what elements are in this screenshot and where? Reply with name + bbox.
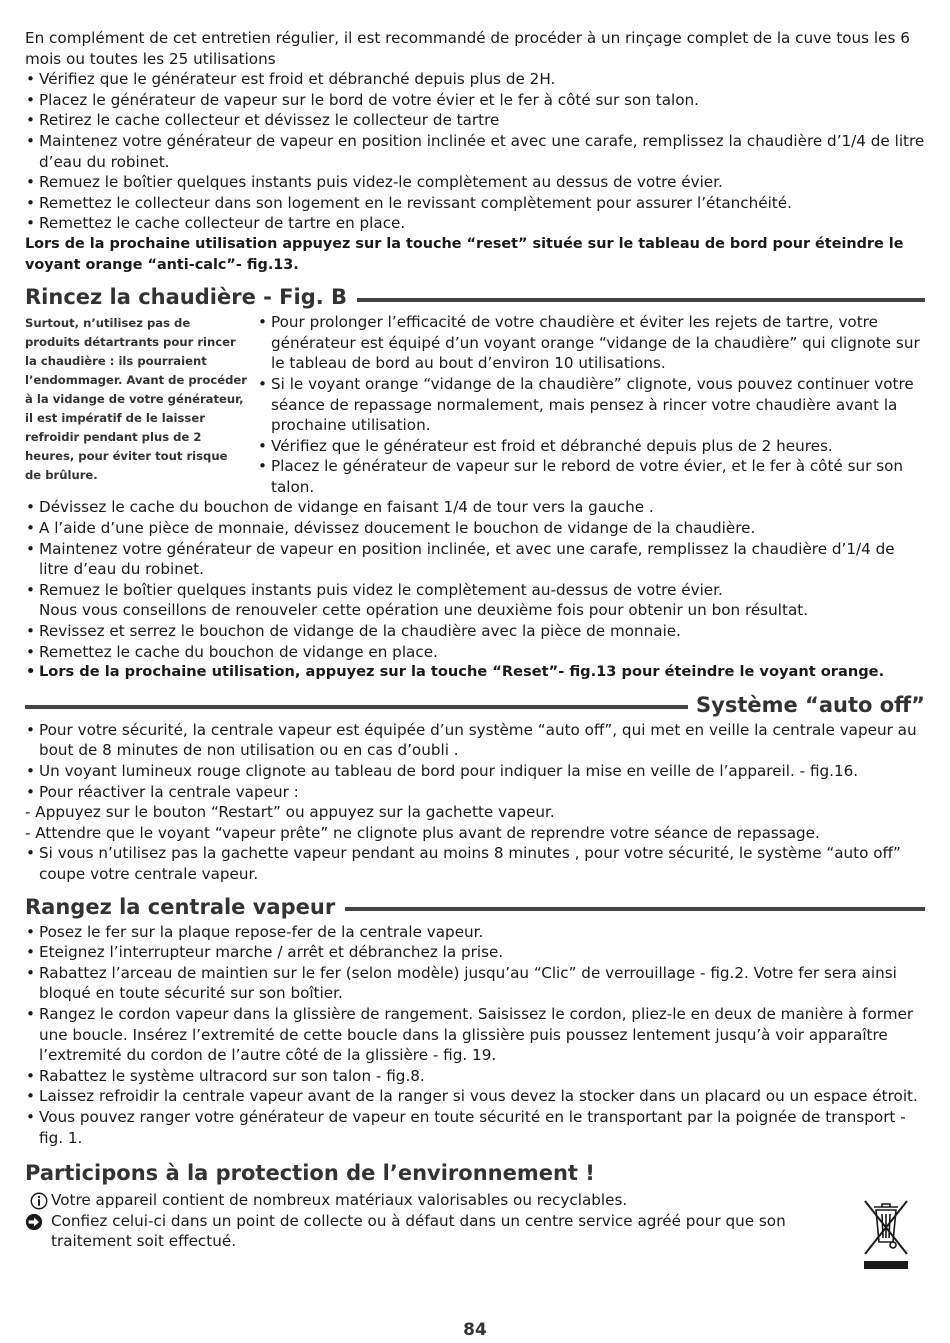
rinse-side-note: Surtout, n’utilisez pas de produits détartrants pour rincer la chaudière : ils pourraient l’endommager. Avant de procéder à la vidange de votre générateur, il est impératif de le laisser refroidir pendant plus de 2 heures, pour éviter tout risque de brûlure. [25,316,247,483]
info-circle-icon [30,1192,48,1210]
heading-rule [345,907,925,911]
auto-off-title: Système “auto off” [696,692,925,717]
list-item: • Remettez le cache du bouchon de vidange en place. [25,642,925,663]
list-item: • Maintenez votre générateur de vapeur en position inclinée, et avec une carafe, remplissez la chaudière d’1/4 de litre d’eau du robinet. [25,539,925,580]
environment-info-text: Votre appareil contient de nombreux matériaux valorisables ou recyclables. [51,1191,628,1210]
list-item: • Si le voyant orange “vidange de la chaudière” clignote, vous pouvez continuer votre séance de repassage normalement, mais pensez à rincer votre chaudière avant la prochaine utilisation. [257,374,925,436]
rinse-heading [25,282,925,312]
list-item: • Remettez le collecteur dans son logement en le revissant complètement pour assurer l’étanchéité. [25,193,925,214]
list-item: • Rangez le cordon vapeur dans la glissière de rangement. Saisissez le cordon, pliez-le en deux de manière à former une boucle. Insérez l’extremité de cette boucle dans la glissière puis poussez lentement jusqu’à voir apparaître l’extremité du cordon de l’autre côté de la glissière - fig. 19. [25,1004,925,1066]
manual-page [25,28,925,1252]
dash-item: - Attendre que le voyant “vapeur prête” ne clignote plus avant de reprendre votre séance de repassage. [25,823,820,842]
list-item: • Vérifiez que le générateur est froid et débranché depuis plus de 2 heures. [257,436,925,457]
intro-paragraph: En complément de cet entretien régulier, il est recommandé de procéder à un rinçage complet de la cuve tous les 6 mois ou toutes les 25 utilisations [25,29,910,68]
environment-info-line [25,1190,925,1211]
list-item: • Dévissez le cache du bouchon de vidange en faisant 1/4 de tour vers la gauche . [25,497,925,518]
list-item: • Eteignez l’interrupteur marche / arrêt et débranchez la prise. [25,942,925,963]
intro-bold-note: Lors de la prochaine utilisation appuyez sur la touche “reset” située sur le tableau de bord pour éteindre le voyant orange “anti-calc”- fig.13. [25,235,904,273]
auto-off-heading [25,690,925,720]
list-item: • Retirez le cache collecteur et dévissez le collecteur de tartre [25,110,925,131]
crossed-out-wheelie-bin-icon [862,1198,910,1270]
list-item: • Rabattez le système ultracord sur son talon - fig.8. [25,1066,925,1087]
list-item: • Maintenez votre générateur de vapeur en position inclinée et avec une carafe, remplissez la chaudière d’1/4 de litre d’eau du robinet. [25,131,925,172]
list-item: • Remettez le cache collecteur de tartre en place. [25,213,925,234]
environment-heading [25,1158,925,1188]
list-item: • Vérifiez que le générateur est froid et débranché depuis plus de 2H. [25,69,925,90]
list-item: • A l’aide d’une pièce de monnaie, dévissez doucement le bouchon de vidange de la chaudière. [25,518,925,539]
list-item: • Placez le générateur de vapeur sur le bord de votre évier et le fer à côté sur son talon. [25,90,925,111]
list-item: • Laissez refroidir la centrale vapeur avant de la ranger si vous devez la stocker dans un placard ou un espace étroit. [25,1086,925,1107]
intro-list [25,69,925,234]
rinse-column-list [247,312,925,497]
environment-arrow-text: Confiez celui-ci dans un point de collecte ou à défaut dans un centre service agréé pour que son traitement soit effectué. [51,1211,786,1251]
store-list [25,922,925,1149]
environment-title: Participons à la protection de l’environnement ! [25,1161,595,1186]
store-title: Rangez la centrale vapeur [25,894,336,919]
list-item: • Rabattez l’arceau de maintien sur le fer (selon modèle) jusqu’au “Clic” de verrouillage - fig.2. Votre fer sera ainsi bloqué en toute sécurité sur son boîtier. [25,963,925,1004]
heading-rule [25,705,688,709]
list-item: • Revissez et serrez le bouchon de vidange de la chaudière avec la pièce de monnaie. [25,621,925,642]
list-item: • Remuez le boîtier quelques instants puis videz le complètement au-dessus de votre évier. [25,580,925,601]
auto-off-list [25,720,925,885]
list-item: • Un voyant lumineux rouge clignote au tableau de bord pour indiquer la mise en veille de l’appareil. - fig.16. [25,761,925,782]
list-item-continuation: Nous vous conseillons de renouveler cette opération une deuxième fois pour obtenir un bon résultat. [39,601,809,620]
list-item: • Pour réactiver la centrale vapeur : [25,782,925,803]
list-item: • Posez le fer sur la plaque repose-fer de la centrale vapeur. [25,922,925,943]
list-item: • Si vous n’utilisez pas la gachette vapeur pendant au moins 8 minutes , pour votre sécurité, le système “auto off” coupe votre centrale vapeur. [25,843,925,884]
list-item: • Pour prolonger l’efficacité de votre chaudière et éviter les rejets de tartre, votre générateur est équipé d’un voyant orange “vidange de la chaudière” qui clignote sur le tableau de bord au bout d’environ 10 utilisations. [257,312,925,374]
store-heading [25,892,925,922]
list-item-bold: • Lors de la prochaine utilisation, appuyez sur la touche “Reset”- fig.13 pour éteindre le voyant orange. [25,662,925,683]
rinse-two-column [25,312,925,497]
rinse-title: Rincez la chaudière - Fig. B [25,285,348,310]
page-number: 84 [463,1320,487,1340]
dash-item: - Appuyez sur le bouton “Restart” ou appuyez sur la gachette vapeur. [25,803,555,822]
list-item: • Remuez le boîtier quelques instants puis videz-le complètement au dessus de votre évier. [25,172,925,193]
list-item: • Pour votre sécurité, la centrale vapeur est équipée d’un système “auto off”, qui met en veille la centrale vapeur au bout de 8 minutes de non utilisation ou en cas d’oubli . [25,720,925,761]
list-item: • Vous pouvez ranger votre générateur de vapeur en toute sécurité en le transportant par la poignée de transport - fig. 1. [25,1107,925,1148]
heading-rule [357,298,925,302]
environment-arrow-line [25,1211,831,1252]
rinse-list [25,497,925,682]
arrow-right-circle-icon [25,1213,43,1231]
list-item: • Placez le générateur de vapeur sur le rebord de votre évier, et le fer à côté sur son talon. [257,456,925,497]
